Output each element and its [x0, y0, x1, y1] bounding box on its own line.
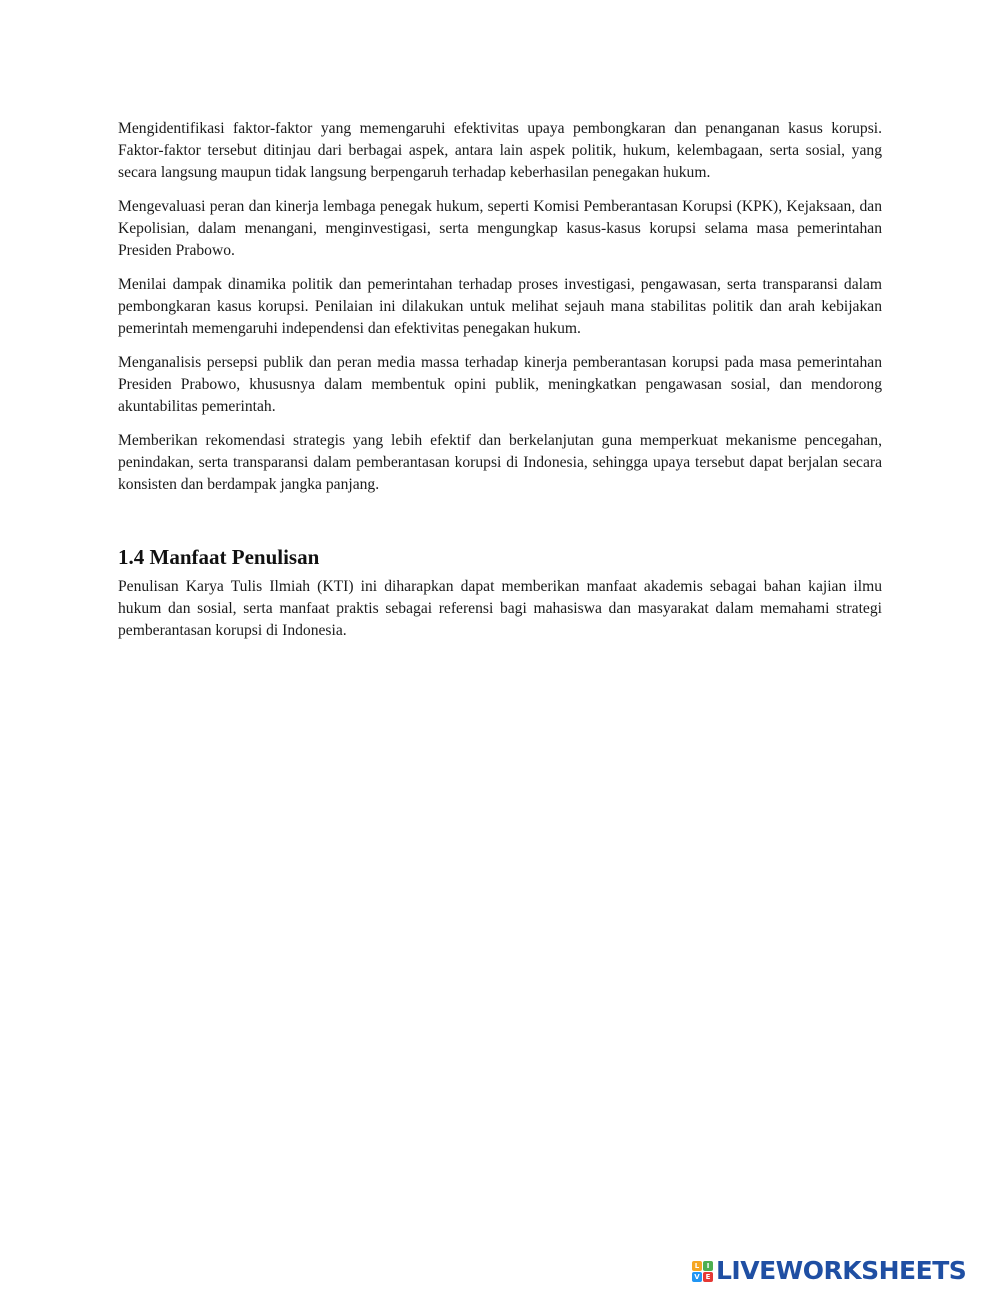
- paragraph-objective-4: Menganalisis persepsi publik dan peran media massa terhadap kinerja pemberantasan korupsi pada masa pemerintahan Presiden Prabowo, khususnya dalam membentuk opini publik, meningkatkan pengawasan sosial, dan mendorong akuntabilitas pemerintah.: [118, 354, 882, 415]
- logo-mark-e: E: [703, 1272, 713, 1282]
- paragraph-objective-5: Memberikan rekomendasi strategis yang lebih efektif dan berkelanjutan guna memperkuat mekanisme pencegahan, penindakan, serta transparansi dalam pemberantasan korupsi di Indonesia, sehingga upaya tersebut dapat berjalan secara konsisten dan berdampak jangka panjang.: [118, 432, 882, 493]
- logo-mark-l: L: [692, 1261, 702, 1271]
- logo-mark-i: I: [703, 1261, 713, 1271]
- paragraph-objective-1: Mengidentifikasi faktor-faktor yang memengaruhi efektivitas upaya pembongkaran dan penanganan kasus korupsi. Faktor-faktor tersebut ditinjau dari berbagai aspek, antara lain aspek politik, hukum, kelembagaan, serta sosial, yang secara langsung maupun tidak langsung berpengaruh terhadap keberhasilan penegakan hukum.: [118, 120, 882, 181]
- paragraph-objective-2: Mengevaluasi peran dan kinerja lembaga penegak hukum, seperti Komisi Pemberantasan Korupsi (KPK), Kejaksaan, dan Kepolisian, dalam menangani, menginvestigasi, serta mengungkap kasus-kasus korupsi selama masa pemerintahan Presiden Prabowo.: [118, 198, 882, 259]
- document-page: [118, 118, 882, 654]
- section-body: Penulisan Karya Tulis Ilmiah (KTI) ini diharapkan dapat memberikan manfaat akademis sebagai bahan kajian ilmu hukum dan sosial, serta manfaat praktis sebagai referensi bagi mahasiswa dan masyarakat dalam memahami strategi pemberantasan korupsi di Indonesia.: [118, 578, 882, 639]
- paragraph-objective-3: Menilai dampak dinamika politik dan pemerintahan terhadap proses investigasi, pengawasan, serta transparansi dalam pembongkaran kasus korupsi. Penilaian ini dilakukan untuk melihat sejauh mana stabilitas politik dan arah kebijakan pemerintah memengaruhi independensi dan efektivitas penegakan hukum.: [118, 276, 882, 337]
- section-heading: 1.4 Manfaat Penulisan: [118, 545, 320, 569]
- logo-mark-v: V: [692, 1272, 702, 1282]
- liveworksheets-mark-icon: [692, 1261, 713, 1282]
- liveworksheets-wordmark: LIVEWORKSHEETS: [716, 1256, 967, 1285]
- liveworksheets-logo: [692, 1257, 966, 1285]
